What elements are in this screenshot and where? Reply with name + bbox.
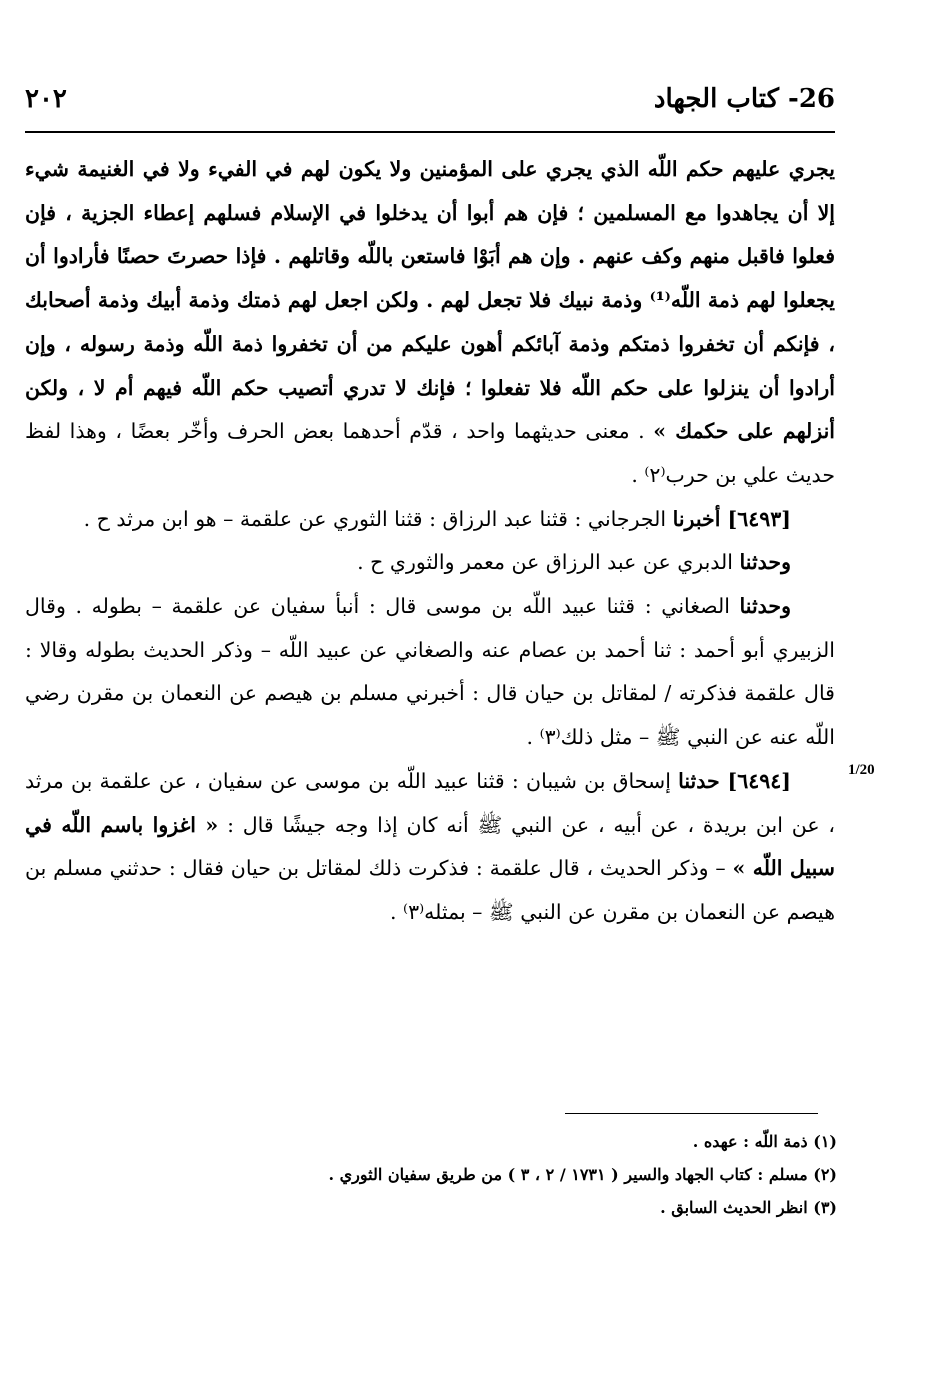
- hadith-text-continuation: [25, 148, 835, 498]
- hadith-number: [٦٤٩٤]: [727, 768, 791, 793]
- transmission-lead: وحدثنا: [739, 594, 791, 619]
- transmission-lead: حدثنا: [678, 768, 728, 793]
- isnad-chain-2: [25, 541, 835, 585]
- footnote-2: (٢) مسلم : كتاب الجهاد والسير ( ١٧٣١ / ٢ ، ٣ ) من طريق سفيان الثوري .: [328, 1165, 837, 1184]
- hadith-quote: يجري عليهم حكم اللّه الذي يجري على المؤمنين ولا يكون لهم في الفيء ولا في الغنيمة شيء إلا أن يجاهدوا مع المسلمين ؛ فإن هم أبوا أن يدخلوا في الإسلام فسلهم إعطاء الجزية ، فإن فعلوا فاقبل منهم وكف عنهم . وإن هم أبَوْا فاستعن باللّه وقاتلهم . فإذا حصرتَ حصنًا فأرادوا أن يجعلوا لهم ذمة اللّه⁽¹⁾ وذمة نبيك فلا تجعل لهم . ولكن اجعل لهم ذمتك وذمة أبيك وذمة أصحابك ، فإنكم أن تخفروا ذمتكم وذمة آبائكم أهون عليكم من أن تخفروا ذمة اللّه وذمة رسوله ، وإن أرادوا أن ينزلوا على حكم اللّه فلا تفعلوا ؛ فإنك لا تدري أتصيب حكم اللّه فيهم أم لا ، ولكن أنزلهم على حكمك »: [25, 157, 836, 444]
- hadith-6494: [25, 760, 835, 935]
- hadith-number: [٦٤٩٣]: [727, 506, 791, 531]
- margin-folio-reference: 1/20: [848, 762, 875, 778]
- running-header: [25, 80, 835, 124]
- hadith-quote: « اغزوا باسم اللّه في سبيل اللّه »: [25, 812, 835, 881]
- footnote-3: (٣) انظر الحديث السابق .: [660, 1198, 837, 1217]
- footnotes: [25, 1125, 837, 1224]
- isnad-text: الصغاني : قثنا عبيد اللّه بن موسى قال : أنبأ سفيان عن علقمة – بطوله . وقال الزبيري أبو أحمد : ثنا أحمد بن عصام عنه والصغاني عن عبيد اللّه – وذكر الحديث بطوله وقالا : قال علقمة فذكرته / لمقاتل بن حيان قال : أخبرني مسلم بن هيصم عن النعمان بن مقرن رضي اللّه عنه عن النبي ﷺ – مثل ذلك⁽٣⁾ .: [25, 594, 835, 750]
- narration-note: . معنى حديثهما واحد ، قدّم أحدهما بعض الحرف وأخّر بعضًا ، وهذا لفظ حديث علي بن حرب⁽٢⁾ .: [25, 419, 835, 487]
- isnad-text: إسحاق بن شيبان : قثنا عبيد اللّه بن موسى عن سفيان ، عن علقمة بن مرثد ، عن ابن بريدة ، عن أبيه ، عن النبي ﷺ أنه كان إذا وجه جيشًا قال :: [25, 768, 835, 837]
- isnad-text: الدبري عن عبد الرزاق عن معمر والثوري ح .: [357, 550, 740, 575]
- footnote-rule: [565, 1113, 818, 1114]
- transmission-lead: أخبرنا: [672, 506, 728, 531]
- footnote-1: (١) ذمة اللّه : عهده .: [692, 1132, 837, 1151]
- isnad-text: – وذكر الحديث ، قال علقمة : فذكرت ذلك لمقاتل بن حيان فقال : حدثني مسلم بن هيصم عن النعمان بن مقرن عن النبي ﷺ – بمثله⁽٣⁾ .: [25, 856, 835, 924]
- isnad-chain-3: [25, 585, 835, 760]
- hadith-6493: [25, 498, 835, 542]
- page-number: ٢٠٢: [25, 84, 67, 114]
- header-rule: [25, 131, 835, 133]
- isnad-text: الجرجاني : قثنا عبد الرزاق : قثنا الثوري عن علقمة – هو ابن مرثد ح .: [83, 506, 673, 531]
- transmission-lead: وحدثنا: [739, 550, 791, 575]
- chapter-title: 26- كتاب الجهاد: [653, 84, 835, 114]
- main-text: [25, 148, 835, 935]
